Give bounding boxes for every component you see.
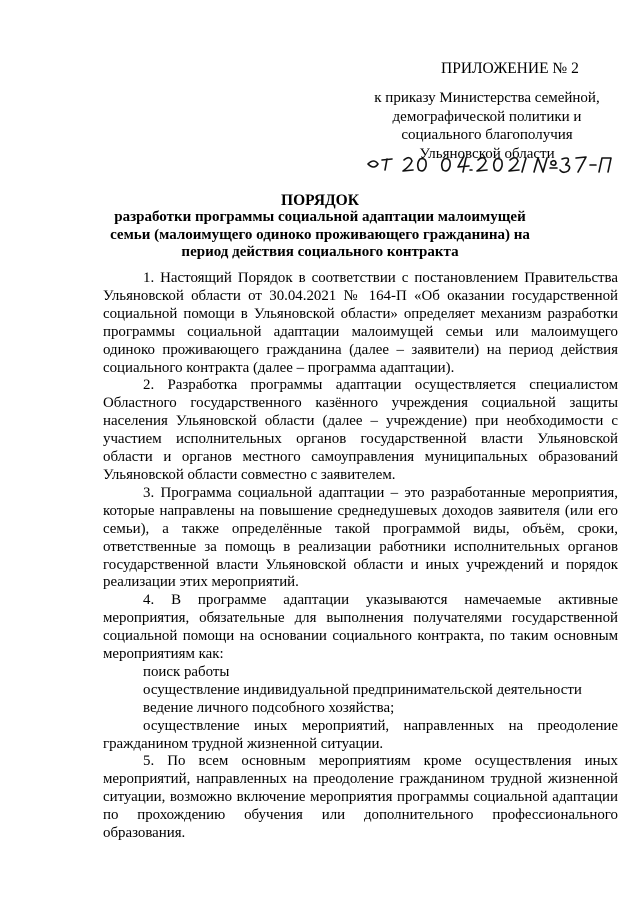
appendix-title: ПРИЛОЖЕНИЕ № 2 <box>441 60 579 77</box>
list-item-household: ведение личного подсобного хозяйства; <box>143 699 395 716</box>
list-item-entrepreneurship: осуществление индивидуальной предпринимательской деятельности <box>143 681 582 698</box>
handwritten-date-signature <box>358 150 618 180</box>
paragraph-2: 2. Разработка программы адаптации осуществляется специалистом Областного государственного казённого учреждения социальной защиты населения Ульяновской области (далее – учреждение) при необходимости с участием исполнительных органов государственной власти Ульяновской области и органов местного самоуправления муниципальных образований Ульяновской области совместно с заявителем. <box>103 377 618 483</box>
document-body <box>103 270 618 843</box>
list-item-other-measures: осуществление иных мероприятий, направленных на преодоление гражданином трудной жизненной ситуации. <box>103 717 618 752</box>
document-title: ПОРЯДОК <box>281 192 359 209</box>
paragraph-4: 4. В программе адаптации указываются намечаемые активные мероприятия, обязательные для выполнения получателями государственной социальной помощи на основании социального контракта, по таким основным мероприятиям как: <box>103 592 618 663</box>
paragraph-3: 3. Программа социальной адаптации – это разработанные мероприятия, которые направлены на повышение среднедушевых доходов заявителя (или его семьи), а также определённые такой программой виды, объём, сроки, ответственные за помощь в реализации работники исполнительных органов государственной власти Ульяновской области и иных учреждений и порядок реализации этих мероприятий. <box>103 484 618 591</box>
document-subtitle: разработки программы социальной адаптации малоимущей семьи (малоимущего одиноко проживающего гражданина) на период действия социального контракта <box>110 209 530 260</box>
list-item-job-search: поиск работы <box>143 663 230 680</box>
handwritten-signature-icon <box>358 150 618 180</box>
paragraph-5: 5. По всем основным мероприятиям кроме осуществления иных мероприятий, направленных на преодоление гражданином трудной жизненной ситуации, возможно включение мероприятия программы социальной адаптации по прохождению обучения или дополнительного профессионального образования. <box>103 753 618 842</box>
order-reference: к приказу Министерства семейной, демографической политики и социального благополучия Ульяновской области <box>374 90 600 162</box>
paragraph-1: 1. Настоящий Порядок в соответствии с постановлением Правительства Ульяновской области от 30.04.2021 № 164-П «Об оказании государственной социальной помощи в Ульяновской области» определяет механизм разработки программы социальной адаптации малоимущей семьи или малоимущего одиноко проживающего гражданина (далее – заявители) на период действия социального контракта (далее – программа адаптации). <box>103 270 618 376</box>
